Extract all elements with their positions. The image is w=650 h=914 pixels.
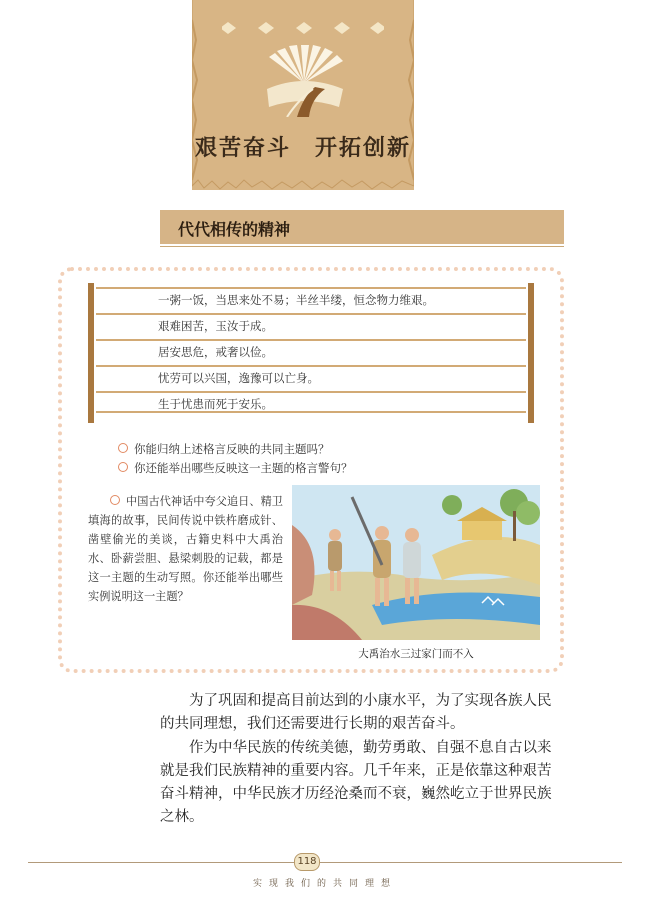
chapter-banner (192, 0, 414, 190)
question-item (118, 460, 353, 476)
maxims-left-post (88, 283, 94, 423)
maxims-panel (88, 283, 534, 423)
body-text: 作为中华民族的传统美德，勤劳勇敢、自强不息自古以来就是我们民族精神的重要内容。几千年来，正是依靠这种艰苦奋斗精神，中华民族才历经沧桑而不衰，巍然屹立于世界民族之林。 (160, 740, 552, 825)
section-heading-bar (160, 210, 564, 244)
body-text: 为了巩固和提高目前达到的小康水平，为了实现各族人民的共同理想，我们还需要进行长期的艰苦奋斗。 (160, 693, 552, 732)
maxim-row: 居安思危，戒奢以俭。 (96, 339, 526, 361)
story-text: 中国古代神话中夸父追日、精卫填海的故事，民间传说中铁杵磨成针、凿壁偷光的美谈，古籍史料中大禹治水、卧薪尝胆、悬梁刺股的记载，都是这一主题的生动写照。你还能举出哪些实例说明这一主题？ (88, 495, 283, 603)
road-sunrise-emblem-icon (259, 45, 349, 117)
section-underline (160, 246, 564, 247)
maxims-right-post (528, 283, 534, 423)
circle-bullet-icon (118, 443, 128, 453)
circle-bullet-icon (110, 495, 120, 505)
maxim-row: 一粥一饭，当思来处不易；半丝半缕，恒念物力维艰。 (96, 287, 526, 309)
question-text: 你能归纳上述格言反映的共同主题吗？ (134, 442, 330, 456)
footer-rule (28, 862, 622, 863)
illustration-caption: 大禹治水三过家门而不入 (358, 648, 474, 660)
body-paragraph (160, 737, 560, 829)
maxim-row: 忧劳可以兴国，逸豫可以亡身。 (96, 365, 526, 387)
diamond-ornaments (222, 22, 384, 34)
yu-controls-flood-illustration (292, 485, 540, 640)
maxim-row: 生于忧患而死于安乐。 (96, 391, 526, 413)
body-paragraph (160, 690, 560, 736)
chapter-title: 艰苦奋斗 开拓创新 (194, 136, 411, 161)
book-title: 实现我们的共同理想 (252, 879, 397, 889)
page-number: 118 (294, 853, 320, 871)
section-title: 代代相传的精神 (178, 220, 291, 239)
question-text: 你还能举出哪些反映这一主题的格言警句？ (134, 461, 353, 475)
question-item (118, 441, 330, 457)
circle-bullet-icon (118, 462, 128, 472)
maxim-row: 艰难困苦，玉汝于成。 (96, 313, 526, 335)
story-paragraph (88, 492, 283, 606)
